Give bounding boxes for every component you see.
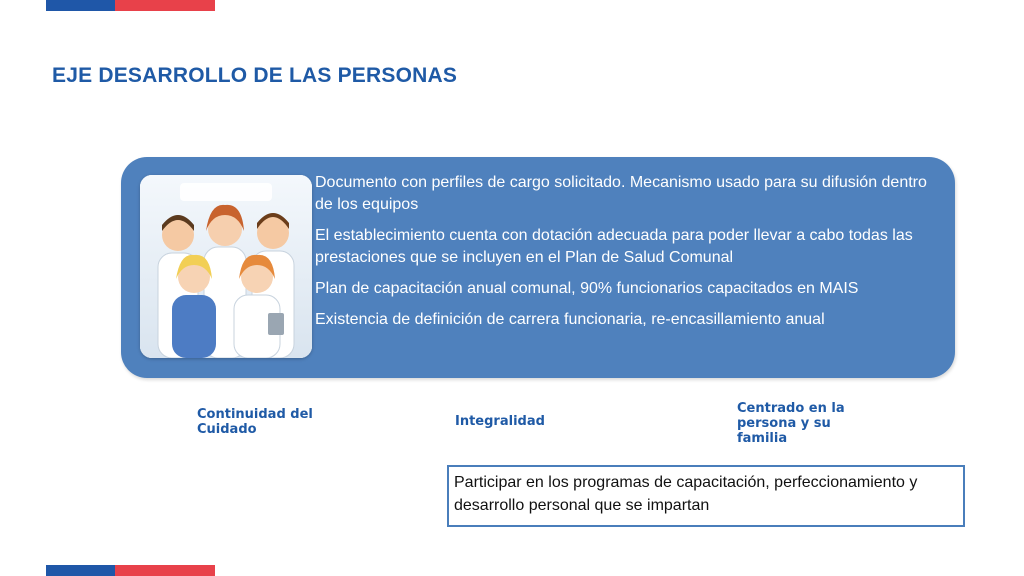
- flag-red-segment: [115, 565, 215, 576]
- bullet-item: Plan de capacitación anual comunal, 90% funcionarios capacitados en MAIS: [315, 280, 859, 297]
- slide-title: EJE DESARROLLO DE LAS PERSONAS: [52, 64, 458, 87]
- flag-blue-segment: [46, 0, 115, 11]
- medical-team-icon: [140, 175, 312, 358]
- commitment-box: Participar en los programas de capacitación, perfeccionamiento y desarrollo personal que se impartan: [447, 465, 965, 527]
- flag-red-segment: [115, 0, 215, 11]
- pillar-integralidad: Integralidad: [455, 414, 545, 429]
- pillar-continuidad: Continuidad del Cuidado: [197, 407, 313, 437]
- bullet-item: Documento con perfiles de cargo solicitado. Mecanismo usado para su difusión dentro de los equipos: [315, 174, 927, 213]
- bullet-item: El establecimiento cuenta con dotación adecuada para poder llevar a cabo todas las prestaciones que se incluyen en el Plan de Salud Comunal: [315, 227, 913, 266]
- medical-team-illustration: [140, 175, 312, 358]
- bullet-list: [315, 172, 935, 340]
- flag-bar-bottom: [46, 565, 215, 576]
- bullet-item: Existencia de definición de carrera funcionaria, re-encasillamiento anual: [315, 311, 825, 328]
- flag-blue-segment: [46, 565, 115, 576]
- pillar-centrado-persona: Centrado en la persona y su familia: [737, 401, 845, 446]
- flag-bar-top: [46, 0, 215, 11]
